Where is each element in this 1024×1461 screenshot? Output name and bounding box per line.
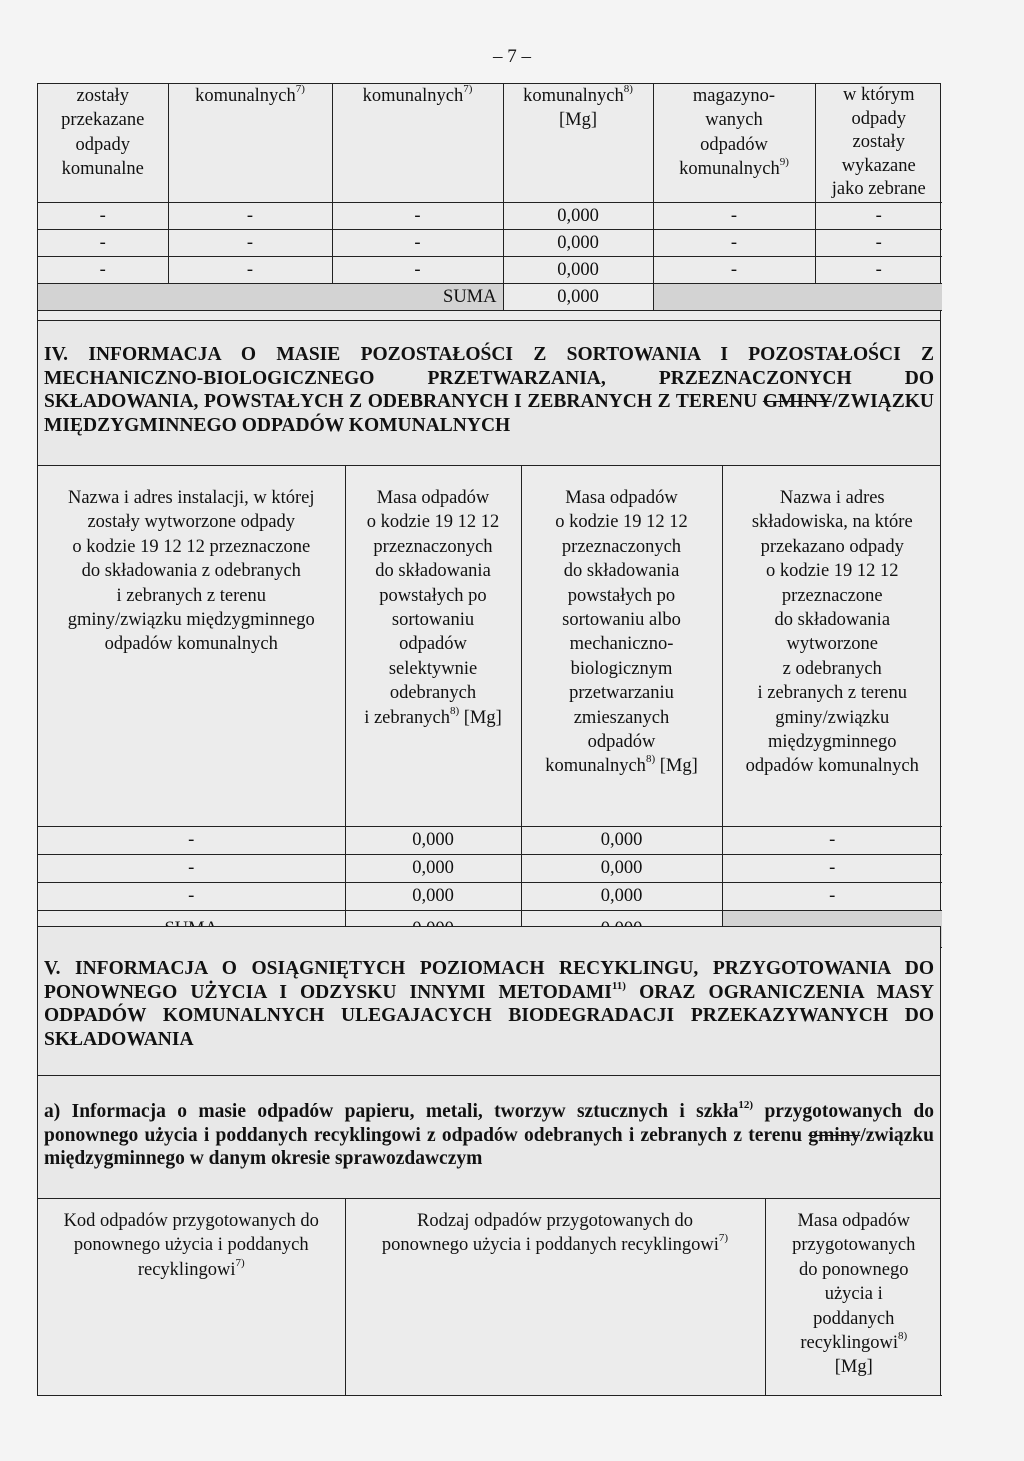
table-row: - 0,000 0,000 - — [38, 883, 942, 911]
header-transferred-waste: zostały przekazane odpady komunalne — [38, 84, 168, 203]
table-row: - - - 0,000 - - — [38, 257, 942, 284]
header-waste-type: Rodzaj odpadów przygotowanych do ponownego użycia i poddanych recyklingowi$^{7)}$ — [345, 1199, 765, 1396]
section-v-heading: V. INFORMACJA O OSIĄGNIĘTYCH POZIOMACH RECYKLINGU, PRZYGOTOWANIA DO PONOWNEGO UŻYCIA I ODZYSKU INNYMI METODAMI$^{11)}$ ORAZ OGRANICZENIA MASY ODPADÓW KOMUNALNYCH ULEGAJACYCH BIODEGRADACJI PRZEKAZYWANYCH DO SKŁADOWANIA — [37, 926, 941, 1076]
section-iv-heading: IV. INFORMACJA O MASIE POZOSTAŁOŚCI Z SORTOWANIA I POZOSTAŁOŚCI Z MECHANICZNO-BIOLOGICZNEGO PRZETWARZANIA, PRZEZNACZONYCH DO SKŁADOWANIA, POWSTAŁYCH Z ODEBRANYCH I ZEBRANYCH Z TERENU GMINY/ZWIĄZKU MIĘDZYGMINNEGO ODPADÓW KOMUNALNYCH — [37, 320, 941, 466]
sum-value: 0,000 — [503, 284, 653, 311]
header-municipal-mass: komunalnych$^{8)}$ [Mg] — [503, 84, 653, 203]
table-row: - - - 0,000 - - — [38, 203, 942, 230]
sum-label: SUMA — [38, 284, 503, 311]
table-waste-transfer — [37, 83, 941, 321]
header-recycled-mass: Masa odpadów przygotowanych do ponownego użycia i poddanych recyklingowi$^{8)}$ [Mg] — [765, 1199, 942, 1396]
header-installation: Nazwa i adres instalacji, w której zostały wytworzone odpady o kodzie 19 12 12 przeznaczone do składowania z odebranych i zebranych z terenu gminy/związku międzygminnego odpadów komunalnych — [38, 466, 345, 827]
sum-blank — [653, 284, 942, 311]
header-waste-code: Kod odpadów przygotowanych do ponownego użycia i poddanych recyklingowi$^{7)}$ — [38, 1199, 345, 1396]
table-residues-landfill — [37, 465, 941, 927]
header-stored-waste: magazyno- wanych odpadów komunalnych$^{9)}$ — [653, 84, 815, 203]
table-row: - 0,000 0,000 - — [38, 855, 942, 883]
header-landfill: Nazwa i adres składowiska, na które przekazano odpady o kodzie 19 12 12 przeznaczone do składowania wytworzone z odebranych i zebranych z terenu gminy/związku międzygminnego odpadów komunalnych — [722, 466, 942, 827]
table-row: - - - 0,000 - - — [38, 230, 942, 257]
subsection-a-heading: a) Informacja o masie odpadów papieru, metali, tworzyw sztucznych i szkła$^{12)}$ przygotowanych do ponownego użycia i poddanych recyklingowi z odpadów odebranych i zebranych z terenu gminy/związku międzygminnego w danym okresie sprawozdawczym — [37, 1075, 941, 1199]
table-recycling — [37, 1198, 941, 1396]
page-number: – 7 – — [493, 46, 531, 67]
sum-row — [38, 284, 942, 311]
table-row: - 0,000 0,000 - — [38, 827, 942, 855]
header-municipal-1: komunalnych$^{7)}$ — [168, 84, 332, 203]
header-collected-in: w którym odpady zostały wykazane jako zebrane — [815, 84, 942, 203]
header-municipal-2: komunalnych$^{7)}$ — [332, 84, 503, 203]
header-mass-mixed: Masa odpadów o kodzie 19 12 12 przeznaczonych do składowania powstałych po sortowaniu albo mechaniczno- biologicznym przetwarzaniu zmieszanych odpadów komunalnych$^{8)}$ [Mg] — [521, 466, 722, 827]
header-mass-selective: Masa odpadów o kodzie 19 12 12 przeznaczonych do składowania powstałych po sortowaniu odpadów selektywnie odebranych i zebranych$^{8)}$ [Mg] — [345, 466, 521, 827]
